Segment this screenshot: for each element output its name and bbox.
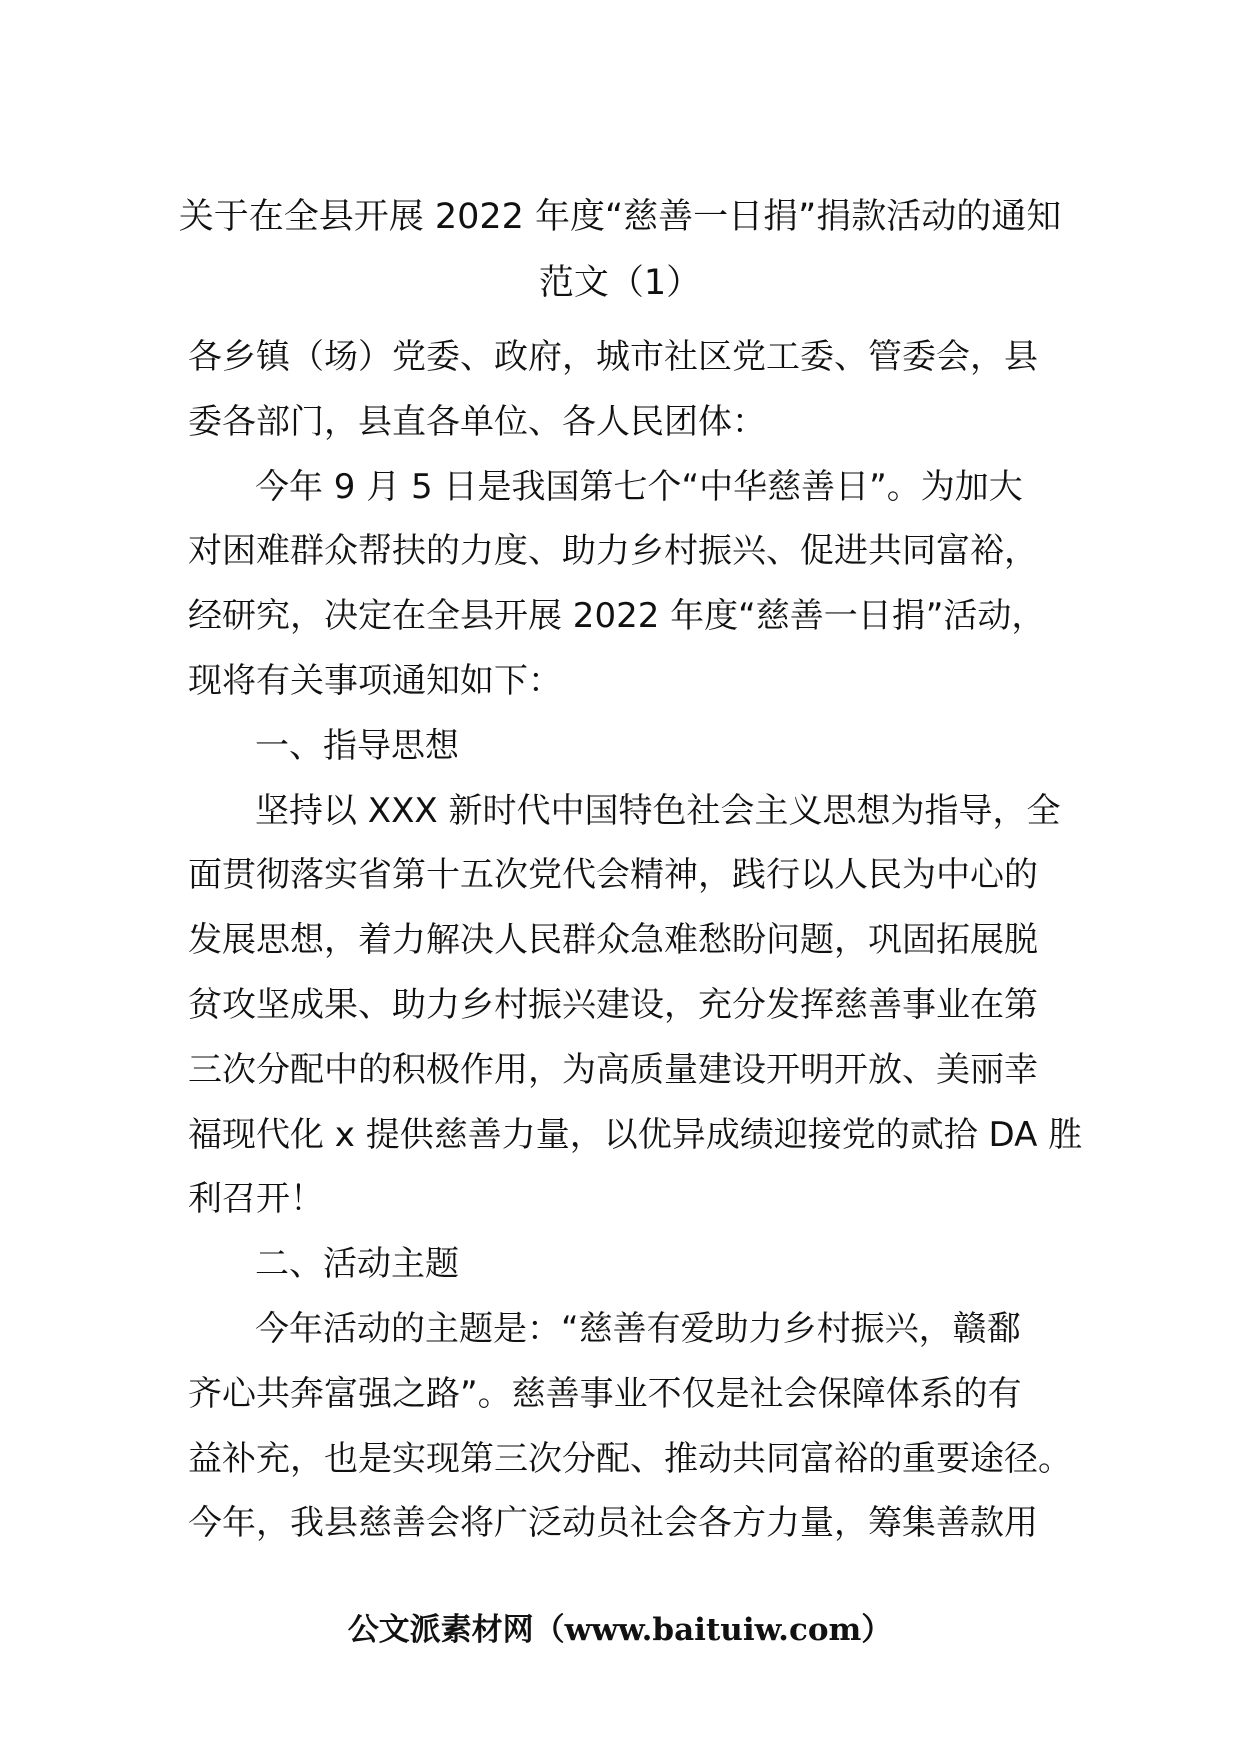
section-heading: 二、活动主题 — [255, 1244, 459, 1285]
paragraph-line: 齐心共奔富强之路”。慈善事业不仅是社会保障体系的有 — [188, 1373, 1022, 1414]
paragraph-line: 贫攻坚成果、助力乡村振兴建设，充分发挥慈善事业在第 — [188, 984, 1038, 1025]
document-body — [188, 325, 1083, 1556]
section-heading: 一、指导思想 — [255, 725, 459, 766]
salutation-line: 委各部门，县直各单位、各人民团体： — [188, 401, 766, 442]
paragraph-line: 今年，我县慈善会将广泛动员社会各方力量，筹集善款用 — [188, 1503, 1038, 1544]
paragraph-line: 益补充，也是实现第三次分配、推动共同富裕的重要途径。 — [188, 1438, 1072, 1479]
salutation-line: 各乡镇（场）党委、政府，城市社区党工委、管委会，县 — [188, 337, 1038, 377]
title-line-1: 关于在全县开展 2022 年度“慈善一日捐”捐款活动的通知 — [178, 197, 1062, 237]
paragraph-line: 坚持以 XXX 新时代中国特色社会主义思想为指导，全 — [255, 790, 1061, 831]
paragraph-line: 今年活动的主题是：“慈善有爱助力乡村振兴，赣鄱 — [255, 1308, 1021, 1349]
section-heading-guiding-ideology — [188, 714, 1058, 779]
section-heading-activity-theme — [188, 1232, 1058, 1297]
title-line-2: 范文（1） — [538, 263, 702, 303]
salutation — [188, 325, 1058, 455]
paragraph-line: 三次分配中的积极作用，为高质量建设开明开放、美丽幸 — [188, 1049, 1038, 1090]
document-title — [170, 184, 1070, 316]
section-paragraph-activity-theme — [188, 1297, 1072, 1556]
paragraph-line: 对困难群众帮扶的力度、助力乡村振兴、促进共同富裕， — [188, 531, 1038, 572]
paragraph-line: 经研究，决定在全县开展 2022 年度“慈善一日捐”活动， — [188, 596, 1046, 637]
paragraph-line: 利召开！ — [188, 1179, 324, 1220]
paragraph-line: 发展思想，着力解决人民群众急难愁盼问题，巩固拓展脱 — [188, 920, 1038, 961]
paragraph-line: 福现代化 x 提供慈善力量，以优异成绩迎接党的贰拾 DA 胜 — [188, 1114, 1083, 1155]
paragraph-line: 现将有关事项通知如下： — [188, 660, 562, 701]
paragraph-line: 面贯彻落实省第十五次党代会精神，践行以人民为中心的 — [188, 855, 1038, 896]
paragraph-line: 今年 9 月 5 日是我国第七个“中华慈善日”。为加大 — [255, 466, 1023, 507]
footer-watermark: 公文派素材网（www.baituiw.com） — [347, 1612, 893, 1648]
intro-paragraph — [188, 455, 1058, 714]
section-paragraph-guiding-ideology — [188, 779, 1083, 1233]
